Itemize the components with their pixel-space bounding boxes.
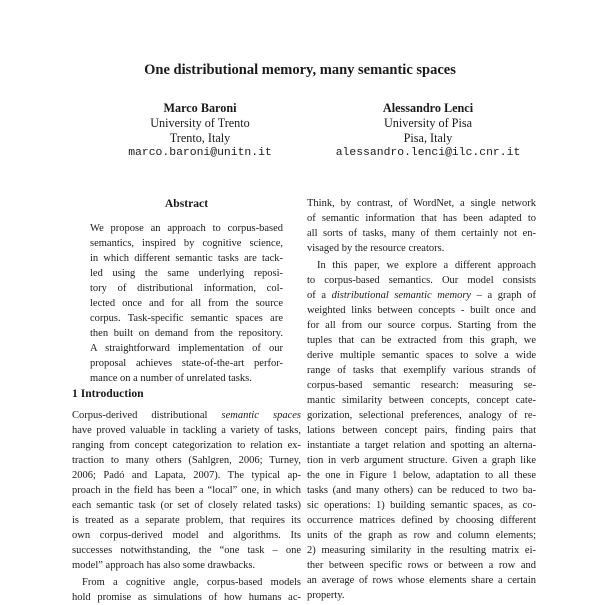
abstract-line: semantics, inspired by cognitive science, xyxy=(90,238,283,249)
intro-line: successes notwithstanding, the “one task – one xyxy=(72,545,301,556)
abstract-line: led using the same underlying reposi- xyxy=(90,268,283,279)
author-block-baroni xyxy=(90,101,310,161)
intro-line: From a cognitive angle, corpus-based models xyxy=(82,577,301,588)
author-location: Pisa, Italy xyxy=(403,131,453,145)
body-line: gorization, selectional preferences, analogy of re- xyxy=(307,410,536,421)
body-line: the one in Figure 1 below, adaptation to all these xyxy=(307,470,536,481)
body-line: In this paper, we explore a different approach xyxy=(317,260,536,271)
intro-line: hold promise as simulations of how humans ac- xyxy=(72,592,301,603)
body-line: tasks (and many others) can be reduced to two ba- xyxy=(307,485,536,496)
abstract-line: tory of distributional information, col- xyxy=(90,283,283,294)
body-line: range of tasks that exemplify various strands of xyxy=(307,365,536,376)
intro-line: 2006; Padó and Lapata, 2007). The typical ap- xyxy=(72,470,301,481)
body-line: units of the graph as row and column elements; xyxy=(307,530,536,541)
intro-line: Corpus-derived distributional semantic spaces xyxy=(72,410,301,421)
body-line: visaged by the resource creators. xyxy=(307,243,445,254)
body-line: of a distributional semantic memory – a graph of xyxy=(307,290,536,301)
author-affiliation: University of Pisa xyxy=(383,116,472,130)
body-line: tuples that can be extracted from this graph, we xyxy=(307,335,536,346)
body-line: lations between concept pairs, finding pairs that xyxy=(307,425,536,436)
body-line: tion in verb argument structure. Given a graph like xyxy=(307,455,536,466)
author-name: Alessandro Lenci xyxy=(382,101,474,115)
abstract-line: proposal achieves state-of-the-art perfor- xyxy=(90,358,283,369)
body-line: mantic similarity between concepts, concept cate- xyxy=(307,395,536,406)
body-line: ther between specific rows or between a row and xyxy=(307,560,536,571)
body-line: sic operations: 1) building semantic spaces, as co- xyxy=(307,500,536,511)
intro-line: proach in the field has been a “local” one, in which xyxy=(72,485,301,496)
body-line: 2) measuring similarity in the resulting matrix ei- xyxy=(307,545,536,556)
abstract-line: mance on a number of unrelated tasks. xyxy=(90,373,252,384)
section-heading: 1 Introduction xyxy=(72,387,144,400)
body-line: to corpus-based semantics. Our model consists xyxy=(307,275,536,286)
body-line: for all from our source corpus. Starting from the xyxy=(307,320,536,331)
intro-line: each semantic task (or set of closely related tasks) xyxy=(72,500,301,511)
author-email: alessandro.lenci@ilc.cnr.it xyxy=(335,147,521,159)
abstract-line: lected once and for all from the source xyxy=(90,298,283,309)
body-line: Think, by contrast, of WordNet, a single network xyxy=(307,198,536,209)
abstract-heading: Abstract xyxy=(164,197,209,210)
intro-line: is treated as a separate problem, that requires its xyxy=(72,515,301,526)
body-line: occurrence matrices defined by choosing different xyxy=(307,515,536,526)
abstract-line: in which different semantic tasks are tack- xyxy=(90,253,283,264)
author-name: Marco Baroni xyxy=(163,101,237,115)
body-line: all sorts of tasks, many of them certainly not en- xyxy=(307,228,536,239)
intro-line: have proved valuable in tackling a variety of tasks, xyxy=(72,425,301,436)
author-affiliation: University of Trento xyxy=(150,116,250,130)
abstract-line: A straightforward implementation of our xyxy=(90,343,283,354)
body-line: an average of rows whose elements share a certain xyxy=(307,575,536,586)
body-line: derive multiple semantic spaces to solve a wide xyxy=(307,350,536,361)
author-email: marco.baroni@unitn.it xyxy=(128,147,272,159)
intro-line: model” approach has also some drawbacks. xyxy=(72,560,256,571)
abstract-line: We propose an approach to corpus-based xyxy=(90,223,283,234)
body-line: corpus-based semantic research: measuring se- xyxy=(307,380,536,391)
body-line: of semantic information that has been adapted to xyxy=(307,213,536,224)
intro-line: own corpus-derived model and algorithms. Its xyxy=(72,530,301,541)
intro-line: ranging from concept categorization to relation ex- xyxy=(72,440,301,451)
body-line: property. xyxy=(307,590,345,601)
abstract-line: then built on demand from the repository. xyxy=(90,328,283,339)
intro-line: traction to many others (Sahlgren, 2006; Turney, xyxy=(72,455,301,466)
body-line: instantiate a target relation and spotting an alterna- xyxy=(307,440,536,451)
abstract-line: corpus. Task-specific semantic spaces are xyxy=(90,313,283,324)
paper-title: One distributional memory, many semantic spaces xyxy=(144,62,456,78)
author-location: Trento, Italy xyxy=(169,131,231,145)
body-line: weighted links between concepts - built once and xyxy=(307,305,536,316)
author-block-lenci xyxy=(318,101,538,161)
